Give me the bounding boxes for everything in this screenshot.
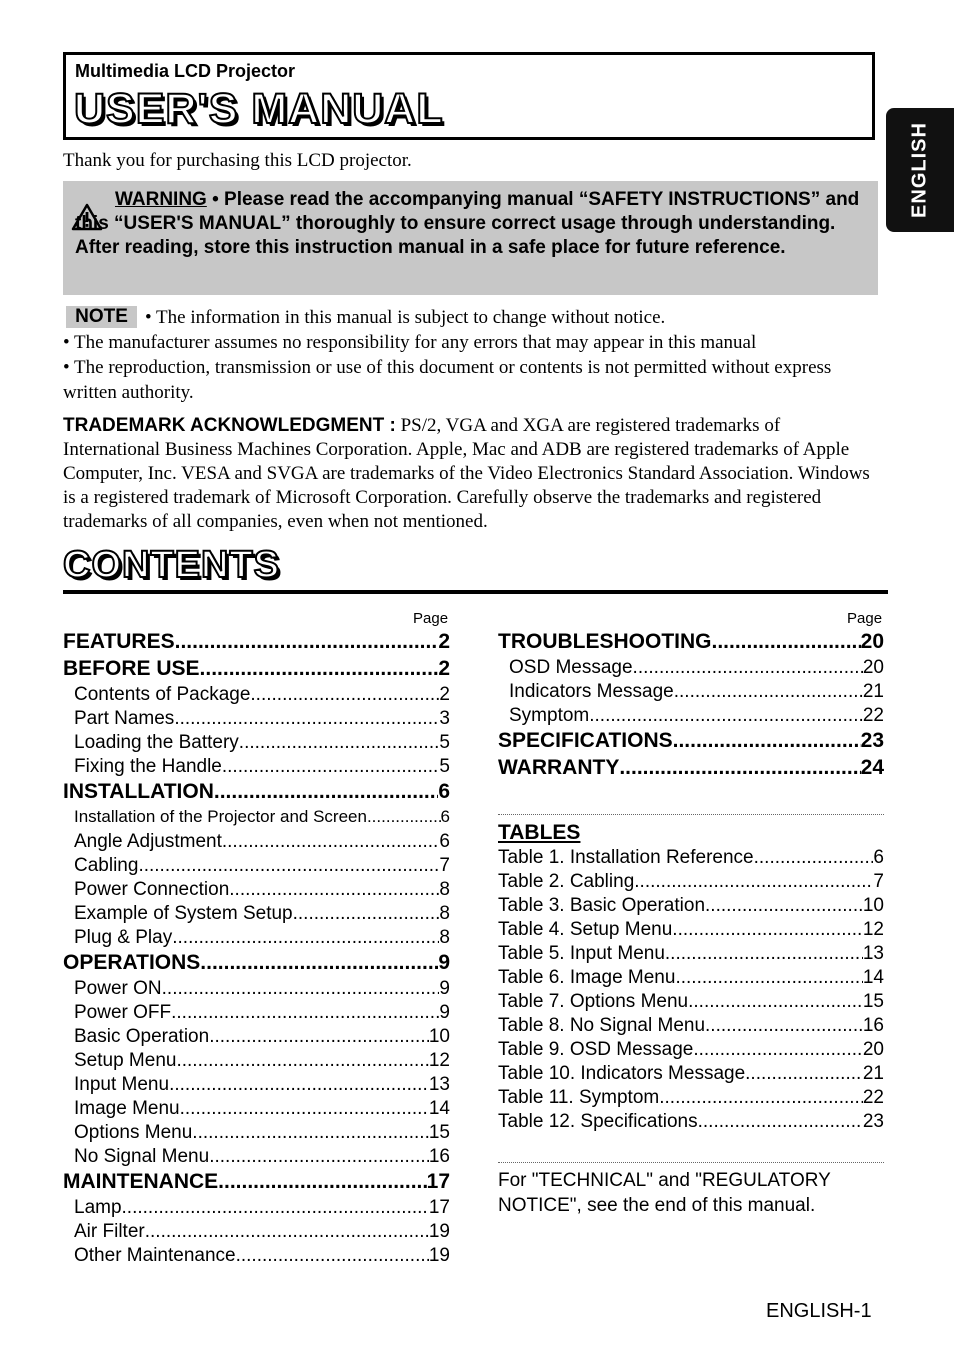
toc-entry — [63, 756, 450, 780]
toc-entry-page: 6 — [439, 831, 450, 852]
toc-entry-page: 22 — [862, 705, 884, 726]
toc-entry-page: 2 — [439, 684, 450, 705]
toc-entry-page: 12 — [862, 919, 884, 940]
dot-leader — [209, 1146, 429, 1168]
toc-entry-page: 2 — [438, 657, 450, 680]
toc-entry — [63, 978, 450, 1002]
toc-entry — [63, 708, 450, 732]
toc-entry-page: 24 — [860, 756, 884, 779]
dot-leader — [209, 1026, 429, 1048]
toc-entry — [498, 1039, 884, 1063]
dot-leader — [665, 943, 863, 965]
note-badge: NOTE — [66, 306, 137, 328]
toc-entry-label: SPECIFICATIONS — [498, 729, 673, 752]
toc-entry-page: 3 — [439, 708, 450, 729]
toc-entry — [498, 705, 884, 729]
dot-leader — [214, 780, 438, 804]
toc-section-entry — [498, 756, 884, 783]
toc-entry-label: Table 5. Input Menu — [498, 943, 665, 964]
trademark-heading: TRADEMARK ACKNOWLEDGMENT : — [63, 415, 396, 436]
toc-entry-page: 9 — [438, 951, 450, 974]
dot-leader — [674, 681, 863, 703]
toc-entry-label: Table 11. Symptom — [498, 1087, 660, 1108]
manual-subtitle: Multimedia LCD Projector — [75, 61, 296, 81]
toc-entry-label: FEATURES — [63, 630, 175, 653]
dot-leader — [229, 879, 439, 901]
dot-leader — [222, 756, 440, 778]
toc-entry-page: 22 — [862, 1087, 884, 1108]
toc-entry — [63, 831, 450, 855]
dot-leader — [659, 1087, 863, 1109]
toc-entry-label: Cabling — [74, 855, 139, 876]
dot-leader — [693, 1039, 862, 1061]
toc-entry-page: 8 — [439, 903, 450, 924]
dot-leader — [239, 732, 440, 754]
toc-entry — [63, 1026, 450, 1050]
dot-leader — [192, 1122, 429, 1144]
toc-entry-page: 13 — [428, 1074, 450, 1095]
toc-entry-label: Symptom — [509, 705, 590, 726]
toc-entry-label: Table 10. Indicators Message — [498, 1063, 746, 1084]
section-divider — [498, 814, 884, 815]
dot-leader — [162, 978, 440, 1000]
toc-entry-label: OSD Message — [509, 657, 633, 678]
toc-entry — [498, 991, 884, 1015]
toc-entry-label: Other Maintenance — [74, 1245, 236, 1266]
toc-entry-page: 9 — [439, 978, 450, 999]
toc-entry-page: 19 — [428, 1245, 450, 1266]
dot-leader — [675, 967, 862, 989]
toc-entry — [498, 1015, 884, 1039]
dot-leader — [745, 1063, 863, 1085]
toc-entry — [498, 967, 884, 991]
toc-entry-page: 9 — [439, 1002, 450, 1023]
toc-entry-page: 23 — [860, 729, 884, 752]
dot-leader — [672, 919, 863, 941]
toc-entry — [63, 732, 450, 756]
toc-entry-page: 12 — [428, 1050, 450, 1071]
toc-entry — [63, 1122, 450, 1146]
language-tab — [886, 108, 954, 232]
trademark-paragraph — [63, 414, 878, 534]
dot-leader — [236, 1245, 429, 1267]
toc-entry — [498, 1111, 884, 1135]
toc-entry-label: Table 1. Installation Reference — [498, 847, 754, 868]
dot-leader — [619, 756, 860, 780]
toc-entry-label: TROUBLESHOOTING — [498, 630, 712, 653]
toc-entry-page: 14 — [428, 1098, 450, 1119]
toc-right-column — [498, 630, 884, 783]
toc-entry-page: 10 — [428, 1026, 450, 1047]
toc-section-entry — [63, 630, 450, 657]
dot-leader — [705, 895, 863, 917]
dot-leader — [218, 1170, 426, 1194]
toc-entry-label: Table 4. Setup Menu — [498, 919, 673, 940]
language-tab-label: ENGLISH — [908, 122, 931, 218]
toc-entry — [63, 927, 450, 951]
toc-entry-page: 16 — [428, 1146, 450, 1167]
toc-entry-label: INSTALLATION — [63, 780, 214, 803]
toc-entry-page: 20 — [862, 657, 884, 678]
dot-leader — [705, 1015, 863, 1037]
toc-entry-label: Power ON — [74, 978, 162, 999]
toc-entry — [498, 847, 884, 871]
toc-entry-label: Power Connection — [74, 879, 230, 900]
toc-entry-label: Lamp — [74, 1197, 122, 1218]
toc-entry-page: 5 — [439, 732, 450, 753]
toc-section-entry — [498, 729, 884, 756]
dot-leader — [698, 1111, 863, 1133]
toc-section-entry — [63, 657, 450, 684]
toc-entry-label: Basic Operation — [74, 1026, 210, 1047]
toc-entry-label: WARRANTY — [498, 756, 620, 779]
toc-entry — [498, 681, 884, 705]
page-column-label-left: Page — [413, 610, 449, 627]
dot-leader — [633, 657, 863, 679]
toc-entry-label: Table 2. Cabling — [498, 871, 635, 892]
dot-leader — [122, 1197, 429, 1219]
toc-entry-page: 21 — [862, 681, 884, 702]
toc-section-entry — [63, 780, 450, 807]
toc-entry-label: Angle Adjustment — [74, 831, 222, 852]
warning-box — [63, 181, 878, 295]
toc-entry — [498, 1063, 884, 1087]
page-column-label-right: Page — [847, 610, 883, 627]
dot-leader — [688, 991, 863, 1013]
toc-entry-label: No Signal Menu — [74, 1146, 210, 1167]
toc-entry-page: 10 — [862, 895, 884, 916]
toc-entry — [498, 895, 884, 919]
toc-entry-page: 15 — [862, 991, 884, 1012]
toc-entry-label: OPERATIONS — [63, 951, 201, 974]
contents-rule — [63, 590, 888, 594]
dot-leader — [176, 1050, 428, 1072]
dot-leader — [172, 927, 439, 949]
dot-leader — [589, 705, 863, 727]
toc-entry — [63, 855, 450, 879]
toc-entry-label: Table 3. Basic Operation — [498, 895, 706, 916]
toc-entry-page: 20 — [862, 1039, 884, 1060]
toc-entry-label: Table 9. OSD Message — [498, 1039, 694, 1060]
dot-leader — [180, 1098, 429, 1120]
toc-entry-label: Table 7. Options Menu — [498, 991, 689, 1012]
toc-entry — [498, 657, 884, 681]
toc-entry-page: 6 — [440, 807, 450, 826]
section-divider — [498, 1162, 884, 1163]
toc-entry — [498, 943, 884, 967]
toc-entry-page: 19 — [428, 1221, 450, 1242]
toc-entry-label: Indicators Message — [509, 681, 674, 702]
toc-entry-page: 16 — [862, 1015, 884, 1036]
toc-entry — [63, 1146, 450, 1170]
toc-entry-label: Table 8. No Signal Menu — [498, 1015, 706, 1036]
toc-entry-label: Air Filter — [74, 1221, 145, 1242]
toc-entry-page: 8 — [439, 927, 450, 948]
toc-entry-label: Input Menu — [74, 1074, 170, 1095]
toc-entry — [63, 684, 450, 708]
toc-section-entry — [63, 1170, 450, 1197]
toc-entry — [63, 1002, 450, 1026]
note-line-2: • The manufacturer assumes no responsibility for any errors that may appear in this manual — [63, 332, 757, 353]
toc-entry-page: 8 — [439, 879, 450, 900]
dot-leader — [145, 1221, 429, 1243]
toc-entry-label: Example of System Setup — [74, 903, 293, 924]
dot-leader — [200, 657, 439, 681]
toc-entry-label: Image Menu — [74, 1098, 180, 1119]
dot-leader — [175, 630, 439, 654]
toc-entry — [63, 1221, 450, 1245]
note-line-1: • The information in this manual is subject to change without notice. — [145, 307, 666, 328]
toc-entry — [63, 879, 450, 903]
dot-leader — [200, 951, 438, 975]
toc-entry-page: 23 — [862, 1111, 884, 1132]
dot-leader — [293, 903, 440, 925]
dot-leader — [754, 847, 874, 869]
trademark-text: PS/2, VGA and XGA are registered trademarks of International Business Machines Corporation. Apple, Mac and ADB are registered trademarks of Apple Computer, Inc. VESA and SVGA are trademarks of the Video Electronics Standard Association. Windows is a registered trademark of Microsoft Corporation. Carefully observe the trademarks and registered trademarks of all companies, even when not mentioned. — [63, 415, 870, 532]
toc-entry — [498, 1087, 884, 1111]
warning-message: • Please read the accompanying manual “SAFETY INSTRUCTIONS” and this “USER'S MANUAL” thoroughly to ensure correct usage through understanding. After reading, store this instruction manual in a safe place for future reference. — [75, 189, 860, 258]
toc-entry-page: 7 — [873, 871, 884, 892]
toc-entry — [63, 1098, 450, 1122]
toc-entry — [498, 871, 884, 895]
manual-title: USER'S MANUAL — [74, 85, 444, 133]
toc-entry-label: Part Names — [74, 708, 175, 729]
toc-entry-page: 21 — [862, 1063, 884, 1084]
toc-entry-page: 17 — [426, 1170, 450, 1193]
warning-word: WARNING — [115, 189, 207, 210]
page-footer: ENGLISH-1 — [766, 1300, 872, 1322]
dot-leader — [174, 708, 439, 730]
toc-entry — [63, 1074, 450, 1098]
toc-entry-label: BEFORE USE — [63, 657, 200, 680]
toc-entry-label: Setup Menu — [74, 1050, 177, 1071]
intro-text: Thank you for purchasing this LCD projector. — [63, 150, 412, 171]
toc-entry-label: Fixing the Handle — [74, 756, 222, 777]
toc-entry-page: 13 — [862, 943, 884, 964]
dot-leader — [169, 1074, 429, 1096]
dot-leader — [222, 831, 440, 853]
toc-entry-label: Power OFF — [74, 1002, 172, 1023]
toc-entry-page: 2 — [438, 630, 450, 653]
toc-entry-label: Loading the Battery — [74, 732, 239, 753]
toc-entry-label: Table 6. Image Menu — [498, 967, 676, 988]
toc-section-entry — [498, 630, 884, 657]
toc-entry-label: MAINTENANCE — [63, 1170, 219, 1193]
toc-entry — [63, 903, 450, 927]
tables-heading: TABLES — [498, 821, 581, 844]
toc-entry-label: Contents of Package — [74, 684, 251, 705]
dot-leader — [171, 1002, 439, 1024]
toc-entry-page: 20 — [860, 630, 884, 653]
contents-title: CONTENTS — [63, 544, 280, 586]
toc-entry-page: 6 — [438, 780, 450, 803]
dot-leader — [367, 807, 441, 827]
toc-entry — [63, 1197, 450, 1221]
dot-leader — [712, 630, 861, 654]
toc-entry-page: 7 — [439, 855, 450, 876]
toc-entry-page: 17 — [428, 1197, 450, 1218]
toc-entry-label: Plug & Play — [74, 927, 173, 948]
toc-entry-page: 15 — [428, 1122, 450, 1143]
dot-leader — [250, 684, 439, 706]
dot-leader — [634, 871, 873, 893]
toc-entry-page: 5 — [439, 756, 450, 777]
title-box — [63, 52, 875, 140]
technical-note: For "TECHNICAL" and "REGULATORY NOTICE", see the end of this manual. — [498, 1170, 831, 1216]
toc-section-entry — [63, 951, 450, 978]
warning-text — [75, 188, 865, 260]
toc-entry — [63, 1245, 450, 1269]
toc-entry — [63, 807, 450, 831]
toc-entry — [498, 919, 884, 943]
toc-entry-label: Installation of the Projector and Screen — [74, 807, 367, 826]
toc-entry-page: 14 — [862, 967, 884, 988]
toc-left-column — [63, 630, 450, 1269]
dot-leader — [673, 729, 861, 753]
toc-entry — [63, 1050, 450, 1074]
toc-entry-page: 6 — [873, 847, 884, 868]
tables-list — [498, 847, 884, 1135]
toc-entry-label: Table 12. Specifications — [498, 1111, 698, 1132]
toc-entry-label: Options Menu — [74, 1122, 193, 1143]
dot-leader — [138, 855, 439, 877]
note-line-3: • The reproduction, transmission or use of this document or contents is not permitted without express written authority. — [63, 357, 832, 403]
